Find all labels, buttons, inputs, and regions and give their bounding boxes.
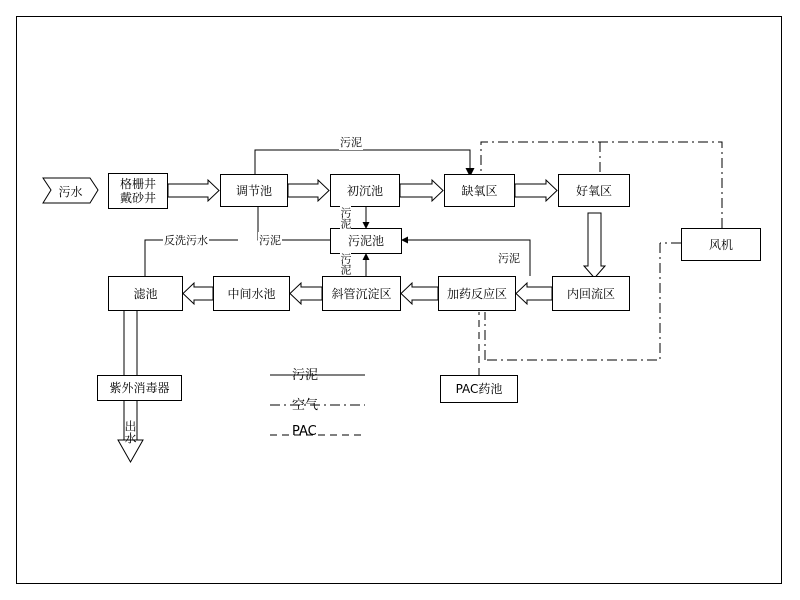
node-middle-water-tank[interactable] bbox=[213, 276, 290, 311]
node-uv-disinfector-label: 紫外消毒器 bbox=[109, 381, 170, 395]
node-blower-label: 风机 bbox=[708, 237, 733, 252]
node-aerobic-zone-label: 好氧区 bbox=[575, 183, 612, 198]
node-filter-tank[interactable] bbox=[108, 276, 183, 311]
node-grit[interactable] bbox=[108, 173, 168, 209]
node-grit-label-2: 戴砂井 bbox=[119, 191, 156, 205]
node-middle-water-tank-label: 中间水池 bbox=[227, 286, 276, 301]
node-internal-recirculation-zone[interactable] bbox=[552, 276, 630, 311]
node-pac-tank-label: PAC药池 bbox=[455, 382, 503, 396]
node-grit-label-1: 格栅井 bbox=[119, 177, 156, 191]
edge-label-sludge-adjust: 污泥 bbox=[259, 234, 281, 247]
node-filter-tank-label: 滤池 bbox=[133, 286, 158, 301]
edge-label-sludge-inclined: 污泥 bbox=[339, 253, 352, 275]
node-aerobic-zone[interactable] bbox=[558, 174, 630, 207]
legend-label-sludge: 污泥 bbox=[292, 368, 319, 383]
node-anoxic-zone[interactable] bbox=[444, 174, 515, 207]
node-uv-disinfector[interactable] bbox=[97, 375, 182, 401]
node-primary-sedimentation[interactable] bbox=[330, 174, 400, 207]
node-internal-recirculation-zone-label: 内回流区 bbox=[566, 286, 615, 301]
node-dosing-reaction-zone-label: 加药反应区 bbox=[446, 286, 507, 301]
node-anoxic-zone-label: 缺氧区 bbox=[461, 183, 498, 198]
node-adjust-tank-label: 调节池 bbox=[235, 183, 272, 198]
edge-label-sludge-right: 污泥 bbox=[498, 252, 520, 265]
node-adjust-tank[interactable] bbox=[220, 174, 288, 207]
node-pac-tank[interactable] bbox=[440, 375, 518, 403]
inflow-label: 污水 bbox=[58, 184, 83, 199]
node-sludge-tank-label: 污泥池 bbox=[347, 234, 384, 248]
outflow-label: 出水 bbox=[123, 420, 137, 444]
edge-label-sludge-primary: 污泥 bbox=[339, 207, 352, 229]
legend-label-pac: PAC bbox=[292, 424, 317, 439]
edge-label-sludge-top: 污泥 bbox=[340, 136, 362, 149]
node-blower[interactable] bbox=[681, 228, 761, 261]
node-dosing-reaction-zone[interactable] bbox=[438, 276, 516, 311]
node-inclined-tube-settler[interactable] bbox=[322, 276, 401, 311]
node-primary-sedimentation-label: 初沉池 bbox=[346, 183, 383, 198]
node-inclined-tube-settler-label: 斜管沉淀区 bbox=[331, 286, 392, 301]
node-sludge-tank[interactable] bbox=[330, 228, 402, 254]
edge-label-backwash: 反洗污水 bbox=[164, 234, 208, 247]
legend-label-air: 空气 bbox=[292, 398, 319, 413]
